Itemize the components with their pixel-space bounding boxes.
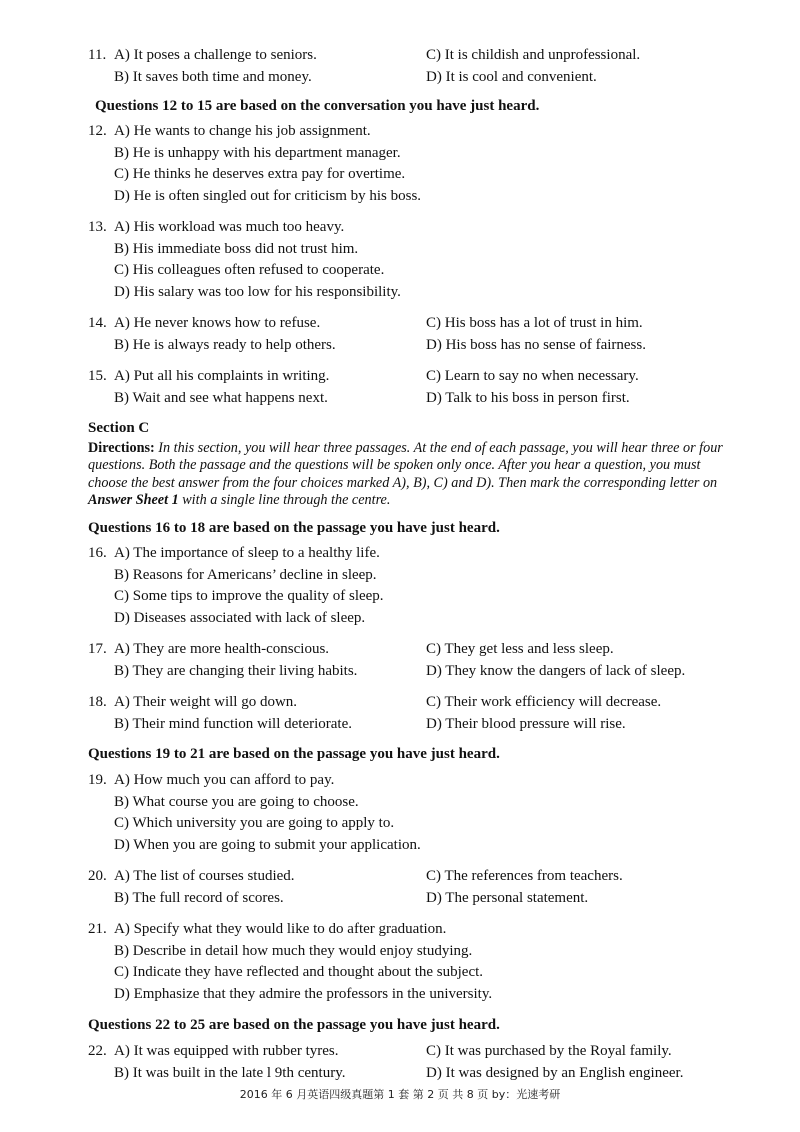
question-number: 15. <box>88 368 107 384</box>
option-b: B) Wait and see what happens next. <box>114 389 328 406</box>
option-d: D) His salary was too low for his responsibility. <box>114 283 401 300</box>
option-d: D) It is cool and convenient. <box>426 68 597 85</box>
group-header-19-21: Questions 19 to 21 are based on the passage you have just heard. <box>88 746 500 762</box>
directions-tail: with a single line through the centre. <box>178 491 391 508</box>
question-number: 22. <box>88 1043 107 1059</box>
option-b: B) Describe in detail how much they would enjoy studying. <box>114 942 473 959</box>
question-number: 13. <box>88 219 107 235</box>
option-c: C) His colleagues often refused to cooperate. <box>114 262 385 278</box>
option-a: A) The importance of sleep to a healthy life. <box>114 545 380 561</box>
option-d: D) His boss has no sense of fairness. <box>426 336 646 353</box>
option-d: D) They know the dangers of lack of sleep. <box>426 662 686 679</box>
option-b: B) He is unhappy with his department manager. <box>114 144 401 161</box>
option-d: D) He is often singled out for criticism by his boss. <box>114 187 422 204</box>
option-c: C) He thinks he deserves extra pay for overtime. <box>114 166 406 182</box>
option-d: D) The personal statement. <box>426 889 589 906</box>
question-number: 12. <box>88 123 107 139</box>
question-17 <box>0 639 800 682</box>
question-19 <box>0 770 800 856</box>
option-a: A) The list of courses studied. <box>114 868 295 884</box>
question-14 <box>0 313 800 356</box>
option-c: C) Some tips to improve the quality of sleep. <box>114 588 384 604</box>
option-c: C) Indicate they have reflected and thought about the subject. <box>114 964 484 980</box>
option-c: C) It was purchased by the Royal family. <box>426 1043 672 1059</box>
option-a: A) They are more health-conscious. <box>114 641 330 657</box>
option-a: A) Put all his complaints in writing. <box>114 368 330 384</box>
option-d: D) Their blood pressure will rise. <box>426 715 626 732</box>
question-number: 17. <box>88 641 107 657</box>
question-21 <box>0 919 800 1005</box>
option-d: D) When you are going to submit your application. <box>114 836 421 853</box>
question-number: 19. <box>88 772 107 788</box>
question-12 <box>0 121 800 207</box>
question-18 <box>0 692 800 735</box>
option-a: A) How much you can afford to pay. <box>114 772 335 788</box>
question-16 <box>0 543 800 629</box>
option-b: B) It was built in the late l 9th century. <box>114 1064 346 1081</box>
question-number: 16. <box>88 545 107 561</box>
option-a: A) It was equipped with rubber tyres. <box>114 1043 339 1059</box>
option-b: B) The full record of scores. <box>114 889 284 906</box>
option-b: B) His immediate boss did not trust him. <box>114 240 359 257</box>
option-d: D) Talk to his boss in person first. <box>426 389 630 406</box>
option-b: B) Reasons for Americans’ decline in sleep. <box>114 566 377 583</box>
option-d: D) Emphasize that they admire the professors in the university. <box>114 985 493 1002</box>
section-title: Section C <box>88 420 150 436</box>
question-11 <box>0 45 800 88</box>
question-13 <box>0 217 800 303</box>
option-b: B) Their mind function will deteriorate. <box>114 715 352 732</box>
question-20 <box>0 866 800 909</box>
option-b: B) He is always ready to help others. <box>114 336 336 353</box>
directions-label: Directions: <box>88 440 155 456</box>
question-22 <box>0 1041 800 1084</box>
question-15 <box>0 366 800 409</box>
option-d: D) Diseases associated with lack of sleep. <box>114 609 366 626</box>
option-c: C) Their work efficiency will decrease. <box>426 694 662 710</box>
option-d: D) It was designed by an English engineer. <box>426 1064 684 1081</box>
option-c: C) The references from teachers. <box>426 868 623 884</box>
question-number: 11. <box>88 47 107 63</box>
option-a: A) It poses a challenge to seniors. <box>114 47 317 63</box>
option-c: C) They get less and less sleep. <box>426 641 614 657</box>
option-a: A) He never knows how to refuse. <box>114 315 321 331</box>
question-number: 21. <box>88 921 107 937</box>
option-c: C) It is childish and unprofessional. <box>426 47 641 63</box>
option-b: B) It saves both time and money. <box>114 68 312 85</box>
question-number: 14. <box>88 315 107 331</box>
question-number: 20. <box>88 868 107 884</box>
question-number: 18. <box>88 694 107 710</box>
answer-sheet-ref: Answer Sheet 1 <box>88 491 179 508</box>
group-header-22-25: Questions 22 to 25 are based on the passage you have just heard. <box>88 1017 500 1033</box>
option-c: C) Learn to say no when necessary. <box>426 368 639 384</box>
option-a: A) Their weight will go down. <box>114 694 298 710</box>
option-a: A) He wants to change his job assignment. <box>114 123 371 139</box>
directions-text: In this section, you will hear three passages. At the end of each passage, you will hear three or four questions. Both the passage and the questions will be spoken only once. After you hear a question, you must choose the best answer from the four choices marked A), B), C) and D). Then mark the corresponding letter on <box>88 440 723 491</box>
option-b: B) What course you are going to choose. <box>114 793 359 810</box>
option-b: B) They are changing their living habits. <box>114 662 358 679</box>
option-c: C) Which university you are going to apply to. <box>114 815 395 831</box>
option-a: A) Specify what they would like to do after graduation. <box>114 921 447 937</box>
group-header-12-15: Questions 12 to 15 are based on the conversation you have just heard. <box>95 98 540 114</box>
option-a: A) His workload was much too heavy. <box>114 219 345 235</box>
option-c: C) His boss has a lot of trust in him. <box>426 315 643 331</box>
group-header-16-18: Questions 16 to 18 are based on the passage you have just heard. <box>88 520 500 536</box>
page-footer: 2016 年 6 月英语四级真题第 1 套 第 2 页 共 8 页 by：光速考研 <box>239 1088 561 1101</box>
directions-paragraph <box>88 440 728 509</box>
